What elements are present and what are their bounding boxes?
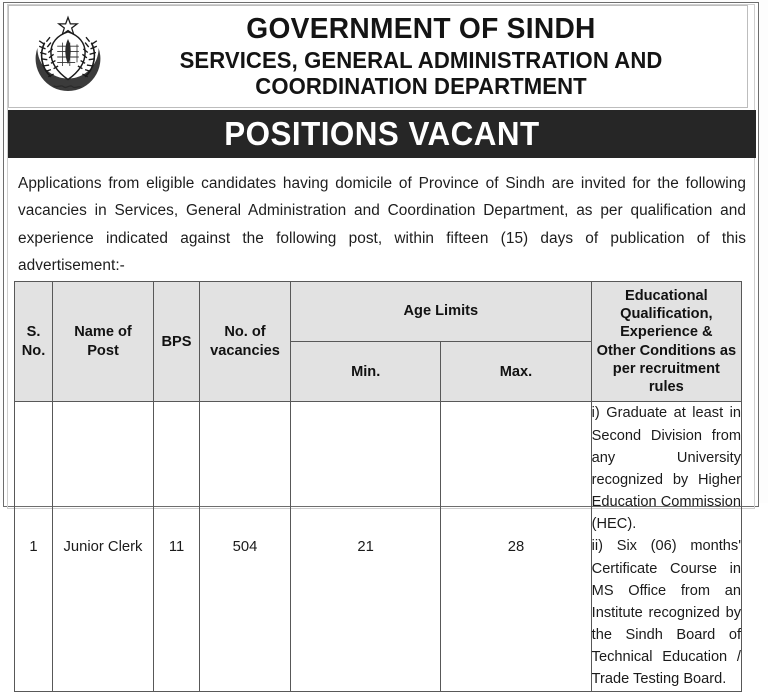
column-header-serial [15,282,53,402]
banner-title: POSITIONS VACANT [224,115,540,152]
column-header-vacancies-line1: No. of [224,324,266,341]
cell-serial: 1 [15,402,53,691]
column-header-age-limits: Age Limits [291,282,592,342]
column-header-post-line1: Name of [74,324,132,341]
column-header-age-max: Max. [441,342,591,402]
column-header-serial-line2: No. [21,342,46,359]
page-subtitle-line1: SERVICES, GENERAL ADMINISTRATION AND [179,46,663,73]
qualification-item-i: i) Graduate at least in Second Division from any University recognized by Higher Education Commission (HEC). [591,405,741,533]
column-header-qualification [591,282,741,402]
column-header-post [53,282,154,402]
cell-qualification [591,402,741,691]
column-header-qualification-line2: Other Conditions as per recruitment rules [596,342,737,396]
cell-age-max: 28 [441,402,591,691]
table-header [15,282,742,402]
sindh-government-emblem-icon [9,11,113,103]
page-title: GOVERNMENT OF SINDH [246,13,596,46]
column-header-bps: BPS [154,282,200,402]
column-header-vacancies-line2: vacancies [210,342,280,359]
column-header-serial-line1: S. [26,324,41,341]
column-header-vacancies [200,282,291,402]
cell-post: Junior Clerk [53,402,154,691]
vacancies-table [14,281,742,692]
page-subtitle-line2: COORDINATION DEPARTMENT [255,72,587,99]
intro-paragraph: Applications from eligible candidates having domicile of Province of Sindh are invited for the following vacancies in Services, General Administration and Coordination Department, as per qualification and experience indicated against the following post, within fifteen (15) days of publication of this advertisement:- [18,175,746,275]
cell-age-min: 21 [291,402,441,691]
column-header-post-line2: Post [87,342,119,359]
positions-vacant-banner [8,110,756,158]
cell-bps: 11 [154,402,200,691]
cell-vacancies: 504 [200,402,291,691]
qualification-item-ii: ii) Six (06) months' Certificate Course in MS Office from an Institute recognized by the Sindh Board of Technical Education / Trade Testing Board. [591,538,741,688]
table-body [15,402,742,691]
column-header-qualification-line1: Educational Qualification, Experience & [620,288,713,341]
vacancies-table-wrapper [14,281,742,692]
table-row [15,402,742,691]
document-header [8,5,748,108]
column-header-age-min: Min. [291,342,441,402]
table-header-row-1 [15,282,742,342]
header-title-block [113,14,747,99]
